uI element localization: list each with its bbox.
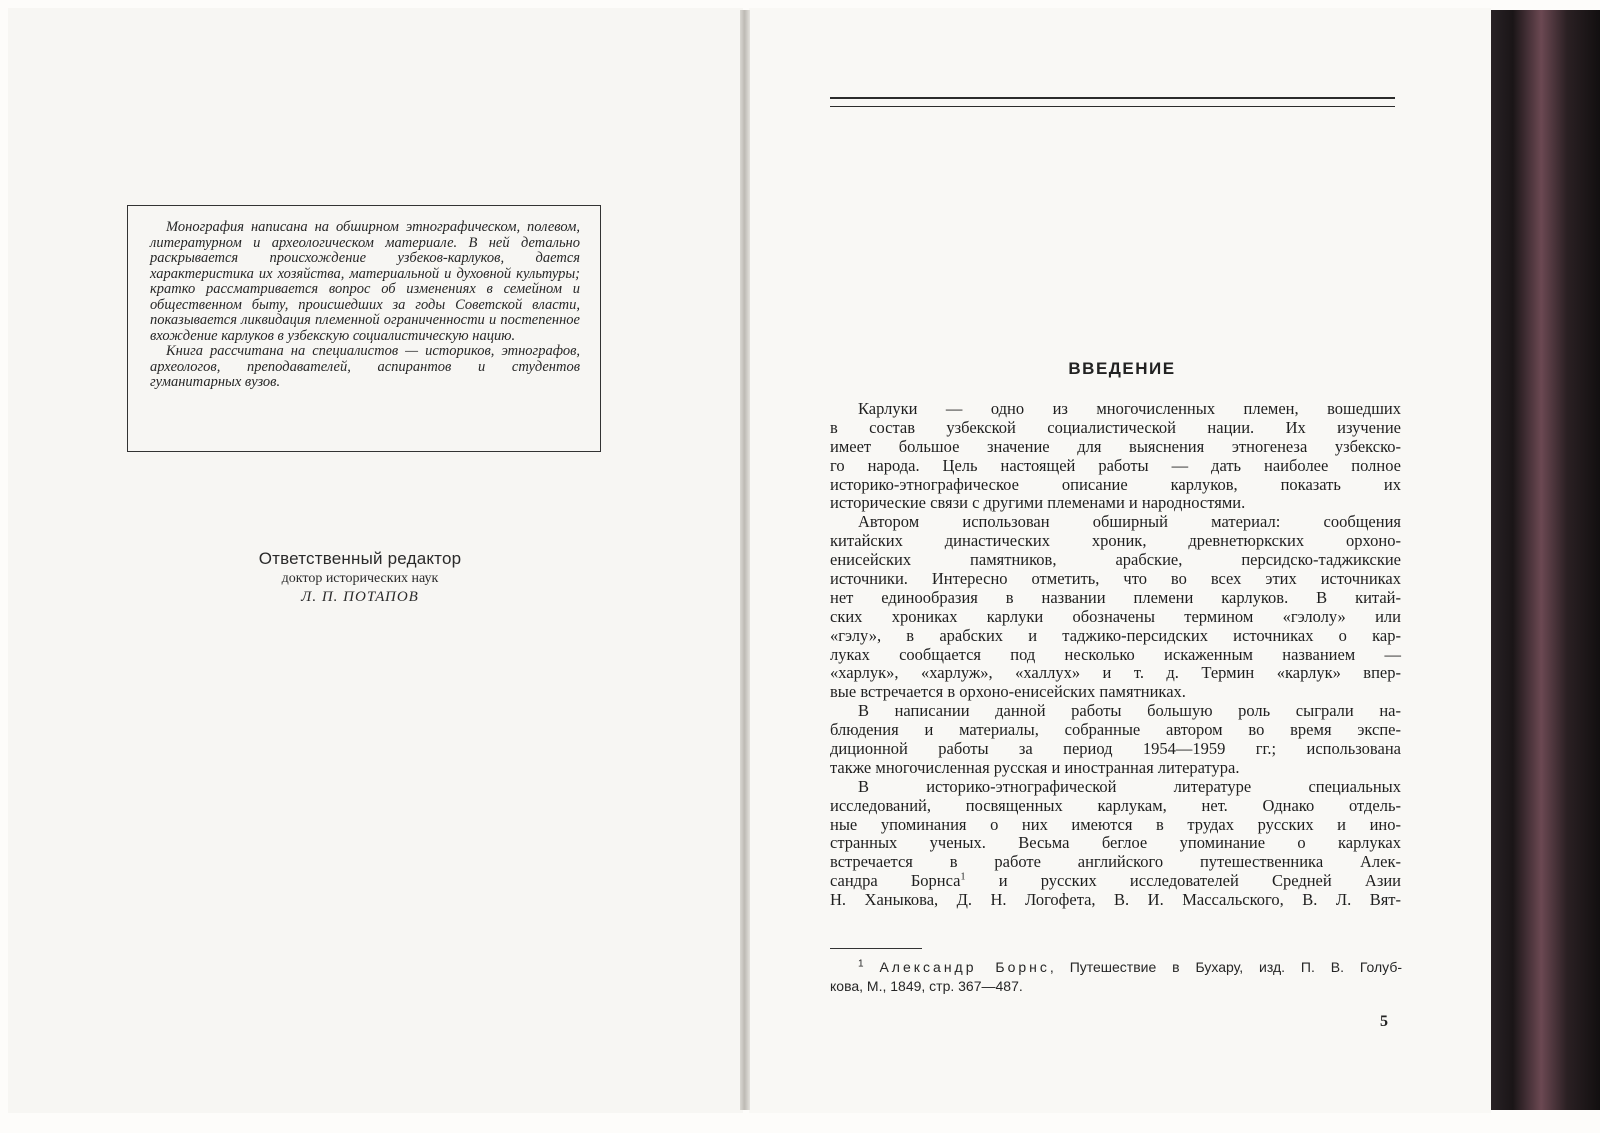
body-line: блюдения и материалы, собранные автором во время экспе-: [830, 720, 1401, 740]
body-line: исторические связи с другими племенами и народностями.: [830, 493, 1246, 513]
editor-name: Л. П. ПОТАПОВ: [301, 589, 419, 605]
body-line-end: и русских исследователей Средней Азии: [965, 871, 1401, 891]
body-line: Карлуки — одно из многочисленных племен, вошедших: [858, 399, 1401, 418]
footnote-line: кова, М., 1849, стр. 367—487.: [830, 977, 1023, 994]
scan-edge-shadow: [1491, 10, 1600, 1110]
body-line-with-footnote-ref: [830, 872, 1401, 891]
body-line: странных ученых. Весьма беглое упоминание о карлуках: [830, 833, 1401, 853]
annotation-box: [127, 205, 601, 452]
body-line: в состав узбекской социалистической нации. Их изучение: [830, 417, 1401, 437]
editor-role: Ответственный редактор: [258, 549, 462, 568]
footnote-marker: 1: [858, 958, 864, 970]
header-double-rule: [830, 97, 1395, 107]
body-line: «харлук», «харлуж», «халлух» и т. д. Термин «карлук» впер-: [830, 663, 1401, 683]
footnote-text: , Путешествие в Бухару, изд. П. В. Голуб-: [1049, 959, 1403, 975]
footnote-author: Александр Борнс: [879, 959, 1050, 975]
footnote-ref: 1: [960, 871, 966, 883]
body-line: В историко-этнографической литературе специальных: [858, 776, 1401, 796]
body-line: луках сообщается под несколько искаженным названием —: [830, 644, 1401, 664]
editor-block: [150, 548, 570, 606]
body-line: енисейских памятников, арабские, персидско-таджикские: [830, 550, 1401, 570]
footnote: [830, 958, 1402, 995]
body-line: Автором использован обширный материал: сообщения: [858, 512, 1401, 532]
book-gutter: [740, 10, 750, 1110]
body-line: также многочисленная русская и иностранная литература.: [830, 757, 1240, 777]
body-line: диционной работы за период 1954—1959 гг.; использована: [830, 739, 1401, 759]
body-line: вые встречается в орхоно-енисейских памятниках.: [830, 682, 1186, 702]
chapter-body: [830, 400, 1401, 910]
body-line: ских хрониках карлуки обозначены термином «гэлолу» или: [830, 606, 1401, 626]
body-line: китайских династических хроник, древнетюркских орхоно-: [830, 531, 1401, 551]
chapter-title: ВВЕДЕНИЕ: [1068, 359, 1176, 378]
body-line: имеет большое значение для выяснения этногенеза узбекско-: [830, 436, 1401, 456]
footnote-rule: [830, 948, 922, 949]
body-line: Н. Ханыкова, Д. Н. Логофета, В. И. Массальского, В. Л. Вят-: [830, 890, 1401, 910]
annotation-audience: Книга рассчитана на специалистов — историков, этнографов, археологов, преподавателей, аспирантов и студентов гуманитарных вузов.: [150, 343, 580, 390]
body-line: ные упоминания о них имеются в трудах русских и ино-: [830, 814, 1401, 834]
annotation-paragraph: Монография написана на обширном этнографическом, полевом, литературном и археологическом материале. В ней детально раскрывается происхождение узбеков-карлуков, дается характеристика их хозяйства, материальной и духовной культуры; кратко рассматривается вопрос об изменениях в семейном и общественном быту, происшедших за годы Советской власти, показывается ликвидация племенной ограниченности и постепенное вхождение карлуков в узбекскую социалистическую нацию.: [150, 219, 580, 344]
editor-degree: доктор исторических наук: [281, 571, 439, 586]
page-number: 5: [1380, 1013, 1388, 1030]
body-line: го народа. Цель настоящей работы — дать наиболее полное: [830, 455, 1401, 475]
body-line: исследований, посвященных карлукам, нет. Однако отдель-: [830, 795, 1401, 815]
body-line-start: сандра Борнса: [830, 871, 961, 891]
body-line: «гэлу», в арабских и таджико-персидских источниках о кар-: [830, 625, 1401, 645]
body-line: встречается в работе английского путешественника Алек-: [830, 852, 1401, 872]
footnote-line: [830, 958, 1402, 977]
body-line: В написании данной работы большую роль сыграли на-: [858, 701, 1401, 721]
body-line: нет единообразия в названии племени карлуков. В китай-: [830, 587, 1401, 607]
body-line: источники. Интересно отметить, что во всех этих источниках: [830, 569, 1401, 589]
body-line: историко-этнографическое описание карлуков, показать их: [830, 474, 1401, 494]
